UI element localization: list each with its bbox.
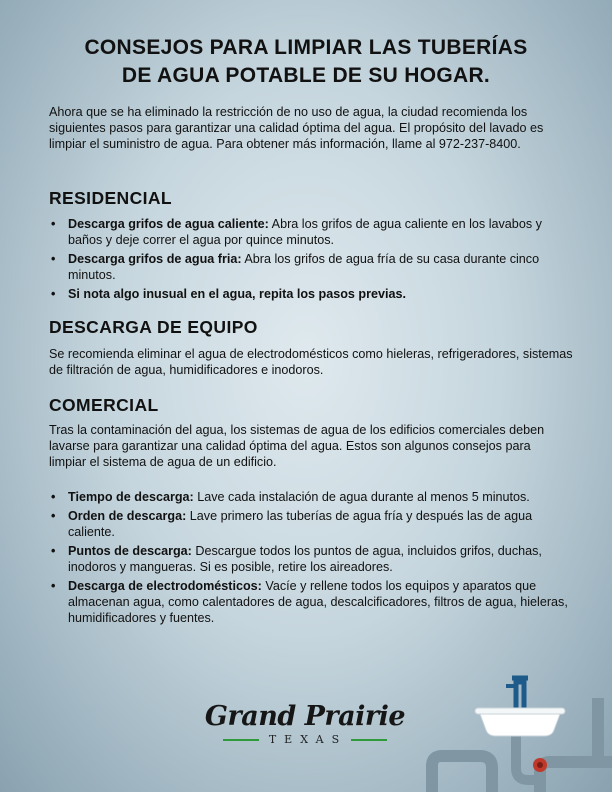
faucet-icon — [512, 678, 528, 710]
logo-right-rule — [351, 739, 387, 741]
logo-texas: TEXAS — [268, 733, 348, 746]
equipo-heading: DESCARGA DE EQUIPO — [49, 317, 258, 337]
sink-basin-rim — [475, 708, 565, 714]
pipe-left — [432, 756, 492, 792]
comercial-heading: COMERCIAL — [49, 395, 159, 415]
residencial-list — [49, 216, 569, 305]
list-item: • Orden de descarga: Lave primero las tuberías de agua fría y después las de agua caliente. — [49, 508, 569, 540]
sink-basin — [480, 714, 560, 736]
title-line-1: CONSEJOS PARA LIMPIAR LAS TUBERÍAS — [84, 36, 528, 59]
title-line-2: DE AGUA POTABLE DE SU HOGAR. — [121, 64, 491, 87]
logo-left-rule — [223, 739, 259, 741]
logo-subline — [200, 733, 410, 746]
pipe-right — [540, 762, 612, 792]
list-item: • Tiempo de descarga: Lave cada instalación de agua durante al menos 5 minutos. — [49, 489, 569, 505]
logo-wordmark: Grand Prairie — [204, 701, 406, 732]
intro-paragraph: Ahora que se ha eliminado la restricción de no uso de agua, la ciudad recomienda los siguientes pasos para garantizar una calidad óptima del agua. El propósito del lavado es limpiar el suministro de agua. Para obtener más información, llame al 972-237-8400. — [49, 105, 544, 151]
list-item: • Descarga grifos de agua fria: Abra los grifos de agua fría de su casa durante cinco minutos. — [49, 251, 569, 283]
residencial-heading: RESIDENCIAL — [49, 188, 173, 208]
grand-prairie-logo — [200, 702, 410, 762]
list-item: • Si nota algo inusual en el agua, repita los pasos previas. — [49, 286, 569, 302]
comercial-paragraph: Tras la contaminación del agua, los sistemas de agua de los edificios comerciales deben lavarse para garantizar una calidad óptima del agua. Estos son algunos consejos para limpiar el sistema de agua de un edificio. — [49, 423, 545, 469]
list-item: • Descarga de electrodomésticos: Vacíe y rellene todos los equipos y aparatos que almacenan agua, como calentadores de agua, descalcificadores, filtros de agua, hieleras, humidificadores y fuentes. — [49, 578, 569, 626]
sink-pipes-illustration — [420, 668, 612, 792]
comercial-list — [49, 489, 569, 629]
equipo-paragraph: Se recomienda eliminar el agua de electrodomésticos como hieleras, refrigeradores, sistemas de filtración de agua, humidificadores e inodoros. — [49, 347, 573, 377]
list-item: • Descarga grifos de agua caliente: Abra los grifos de agua caliente en los lavabos y baños y deje correr el agua por quince minutos. — [49, 216, 569, 248]
page-title — [20, 34, 592, 90]
list-item: • Puntos de descarga: Descargue todos los puntos de agua, incluidos grifos, duchas, inodoros y mangueras. Si es posible, retire los aireadores. — [49, 543, 569, 575]
